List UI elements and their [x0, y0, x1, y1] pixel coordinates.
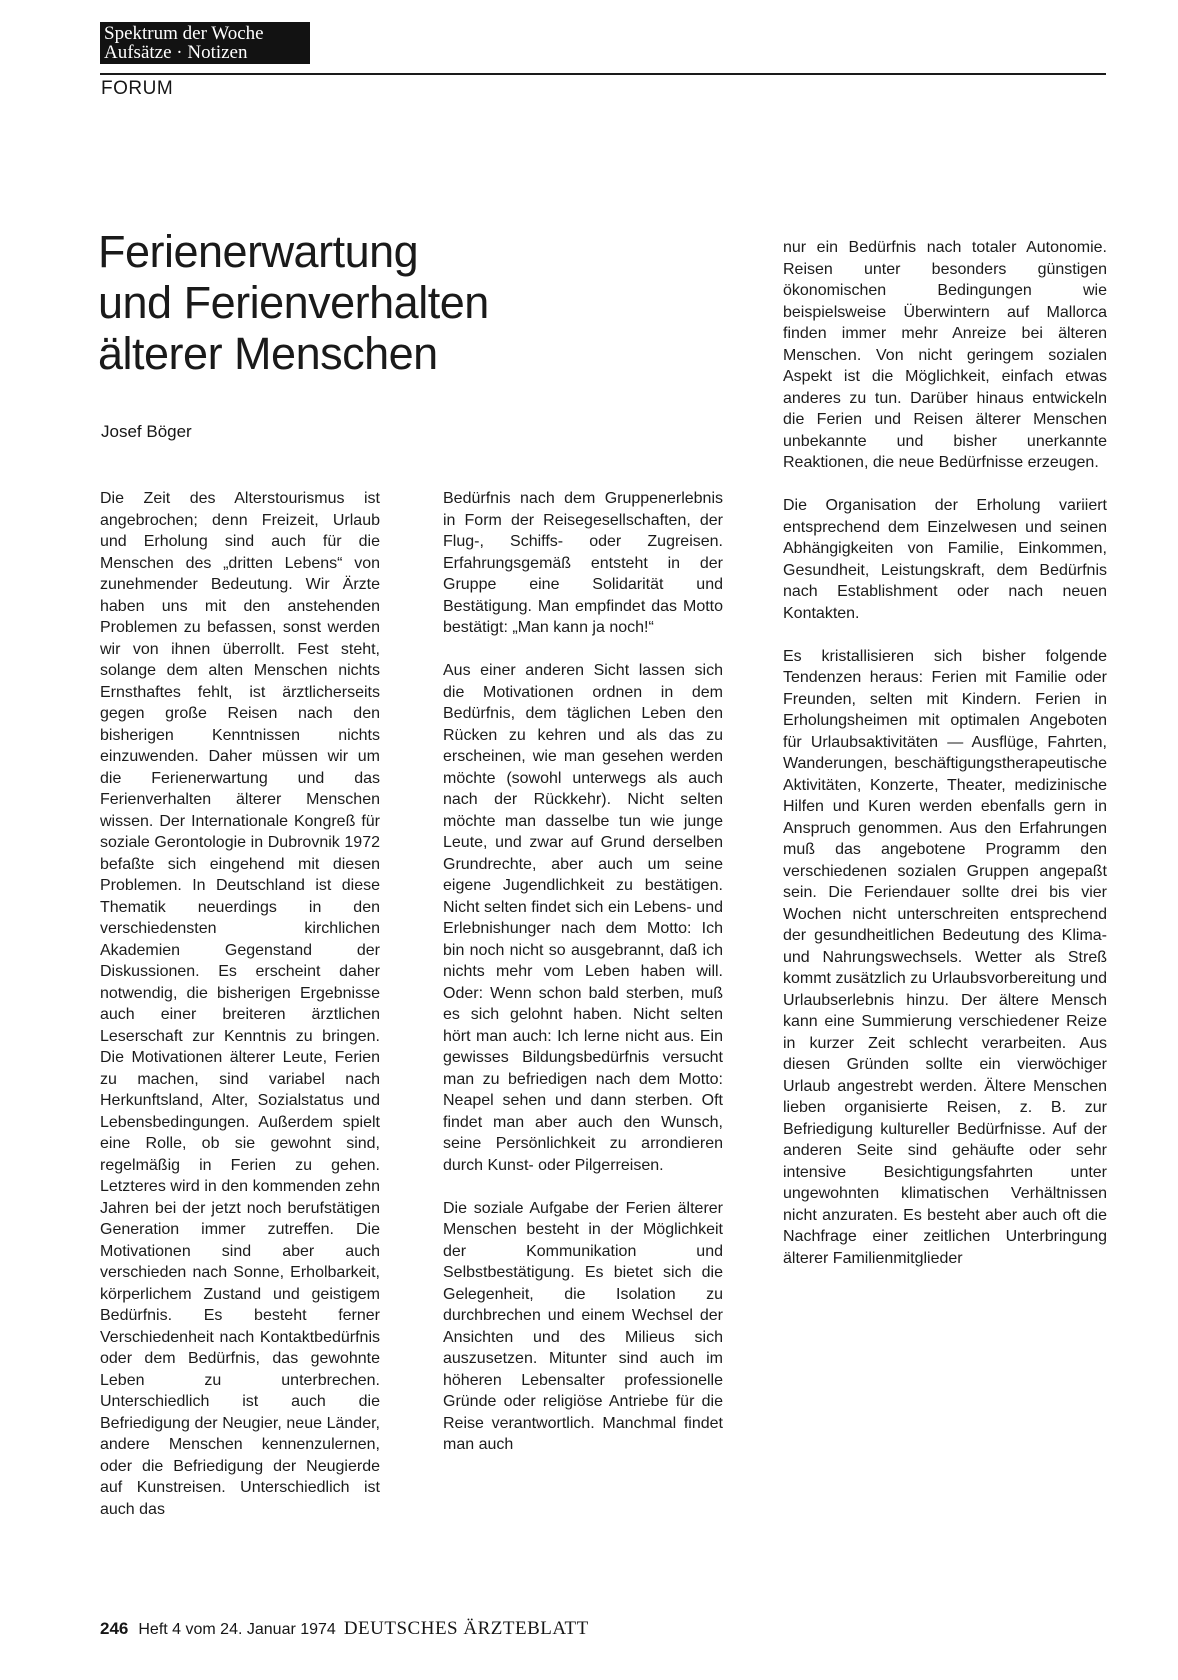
author-name: Josef Böger: [101, 422, 192, 441]
badge-line-2: Aufsätze · Notizen: [104, 42, 248, 63]
paragraph-2: Bedürfnis nach dem Gruppenerlebnis in Form der Reisegesellschaften, der Flug-, Schiffs- oder Zugreisen. Erfahrungsgemäß entsteht in der Gruppe eine Solidarität und Bestätigung. Man empfindet das Motto bestätigt: „Man kann ja noch!“: [443, 490, 723, 636]
section-label: FORUM: [101, 78, 174, 99]
paragraph-7: Es kristallisieren sich bisher folgende Tendenzen heraus: Ferien mit Familie oder Freunden, selten mit Kindern. Ferien in Erholungsheimen mit optimalen Angeboten für Urlaubsaktivitäten — Ausflüge, Fahrten, Wanderungen, beschäftigungstherapeutische Aktivitäten, Konzerte, Theater, medizinische Hilfen und Kuren werden ebenfalls gern in Anspruch genommen. Aus den Erfahrungen muß das angebotene Programm den verschiedenen sozialen Gruppen angepaßt sein. Die Feriendauer sollte drei bis vier Wochen nicht unterschreiten entsprechend der gesundheitlichen Bedeutung des Klima- und Nahrungswechsels. Wetter als Streß kommt zusätzlich zu Urlaubsvorbereitung und Urlaubserlebnis hinzu. Der ältere Mensch kann eine Summierung verschiedener Reize in kurzer Zeit schlecht verarbeiten. Aus diesen Gründen sollte ein vierwöchiger Urlaub angestrebt werden. Ältere Menschen lieben organisierte Reisen, z. B. zur Befriedigung kultureller Bedürfnisse. Auf der anderen Seite sind gehäufte oder sehr intensive Besichtigungsfahrten unter ungewohnten klimatischen Verhältnissen nicht anzuraten. Es besteht aber auch oft die Nachfrage einer zeitlichen Unterbringung älterer Familienmitglieder: [783, 647, 1107, 1267]
article-title: [98, 226, 489, 379]
text-column-1: [100, 488, 380, 1542]
header-rule: [100, 73, 1106, 75]
paragraph-4: Die soziale Aufgabe der Ferien älterer Menschen besteht in der Möglichkeit der Kommunikation und Selbstbestätigung. Es bietet sich die Gelegenheit, die Isolation zu durchbrechen und einem Wechsel der Ansichten und des Milieus sich auszusetzen. Mitunter sind auch im höheren Lebensalter professionelle Gründe oder religiöse Antriebe für die Reise verantwortlich. Manchmal findet man auch: [443, 1199, 723, 1453]
page-footer: [100, 1618, 589, 1640]
text-column-3: [783, 237, 1107, 1291]
paragraph-5: nur ein Bedürfnis nach totaler Autonomie. Reisen unter besonders günstigen ökonomischen Bedingungen wie beispielsweise Überwintern auf Mallorca finden immer mehr Anreize bei älteren Menschen. Von nicht geringem sozialen Aspekt ist die Möglichkeit, einfach etwas anderes zu tun. Darüber hinaus entwickeln die Ferien und Reisen älterer Menschen unbekannte und bisher unerkannte Reaktionen, die neue Bedürfnisse erzeugen.: [783, 239, 1107, 471]
title-line-3: älterer Menschen: [98, 328, 438, 379]
text-column-2: [443, 488, 723, 1477]
paragraph-3: Aus einer anderen Sicht lassen sich die Motivationen ordnen in dem Bedürfnis, dem täglichen Leben den Rücken zu kehren und als das zu erscheinen, wie man gesehen werden möchte (sowohl unterwegs als auch nach der Rückkehr). Nicht selten möchte man dasselbe tun wie junge Leute, und zwar auf Grund derselben Grundrechte, aber auch um seine eigene Jugendlichkeit zu bestätigen. Nicht selten findet sich ein Lebens- und Erlebnishunger nach dem Motto: Ich bin noch nicht so ausgebrannt, daß ich nichts mehr vom Leben haben will. Oder: Wenn schon bald sterben, muß es sich gelohnt haben. Nicht selten hört man auch: Ich lerne nicht aus. Ein gewisses Bildungsbedürfnis versucht man zu befriedigen nach dem Motto: Neapel sehen und dann sterben. Oft findet man aber auch den Wunsch, seine Persönlichkeit zu arrondieren durch Kunst- oder Pilgerreisen.: [443, 662, 723, 1174]
title-line-2: und Ferienverhalten: [98, 277, 489, 328]
paragraph-1: Die Zeit des Alterstourismus ist angebrochen; denn Freizeit, Urlaub und Erholung sind auch für die Menschen des „dritten Lebens“ von zunehmender Bedeutung. Wir Ärzte haben uns mit den anstehenden Problemen zu befassen, sonst werden wir von ihnen überrollt. Fest steht, solange dem alten Menschen nichts Ernsthaftes fehlt, ist ärztlicherseits gegen große Reisen nach den bisherigen Kenntnissen nichts einzuwenden. Daher müssen wir um die Ferienerwartung und das Ferienverhalten älterer Menschen wissen. Der Internationale Kongreß für soziale Gerontologie in Dubrovnik 1972 befaßte sich eingehend mit diesen Problemen. In Deutschland ist diese Thematik neuerdings in den verschiedensten kirchlichen Akademien Gegenstand der Diskussionen. Es erscheint daher notwendig, die bisherigen Ergebnisse auch einer breiteren ärztlichen Leserschaft zur Kenntnis zu bringen. Die Motivationen älterer Leute, Ferien zu machen, sind variabel nach Herkunftsland, Alter, Sozialstatus und Lebensbedingungen. Außerdem spielt eine Rolle, ob sie gewohnt sind, regelmäßig in Ferien zu gehen. Letzteres wird in den kommenden zehn Jahren bei der jetzt noch berufstätigen Generation immer zutreffen. Die Motivationen sind aber auch verschieden nach Sonne, Erholbarkeit, körperlichem Zustand und geistigem Bedürfnis. Es besteht ferner Verschiedenheit nach Kontaktbedürfnis oder dem Bedürfnis, das gewohnte Leben zu unterbrechen. Unterschiedlich ist auch die Befriedigung der Neugier, neue Länder, andere Menschen kennenzulernen, oder die Befriedigung der Neugierde auf Kunstreisen. Unterschiedlich ist auch das: [100, 490, 380, 1518]
issue-info: Heft 4 vom 24. Januar 1974: [138, 1621, 336, 1638]
section-badge: [100, 22, 310, 64]
paragraph-6: Die Organisation der Erholung variiert entsprechend dem Einzelwesen und seinen Abhängigkeiten von Familie, Einkommen, Gesundheit, Leistungskraft, dem Bedürfnis nach Establishment oder nach neuen Kontakten.: [783, 497, 1107, 622]
badge-line-1: Spektrum der Woche: [104, 23, 264, 44]
title-line-1: Ferienerwartung: [98, 226, 419, 277]
journal-name: DEUTSCHES ÄRZTEBLATT: [343, 1618, 589, 1639]
page-number: 246: [100, 1619, 129, 1638]
